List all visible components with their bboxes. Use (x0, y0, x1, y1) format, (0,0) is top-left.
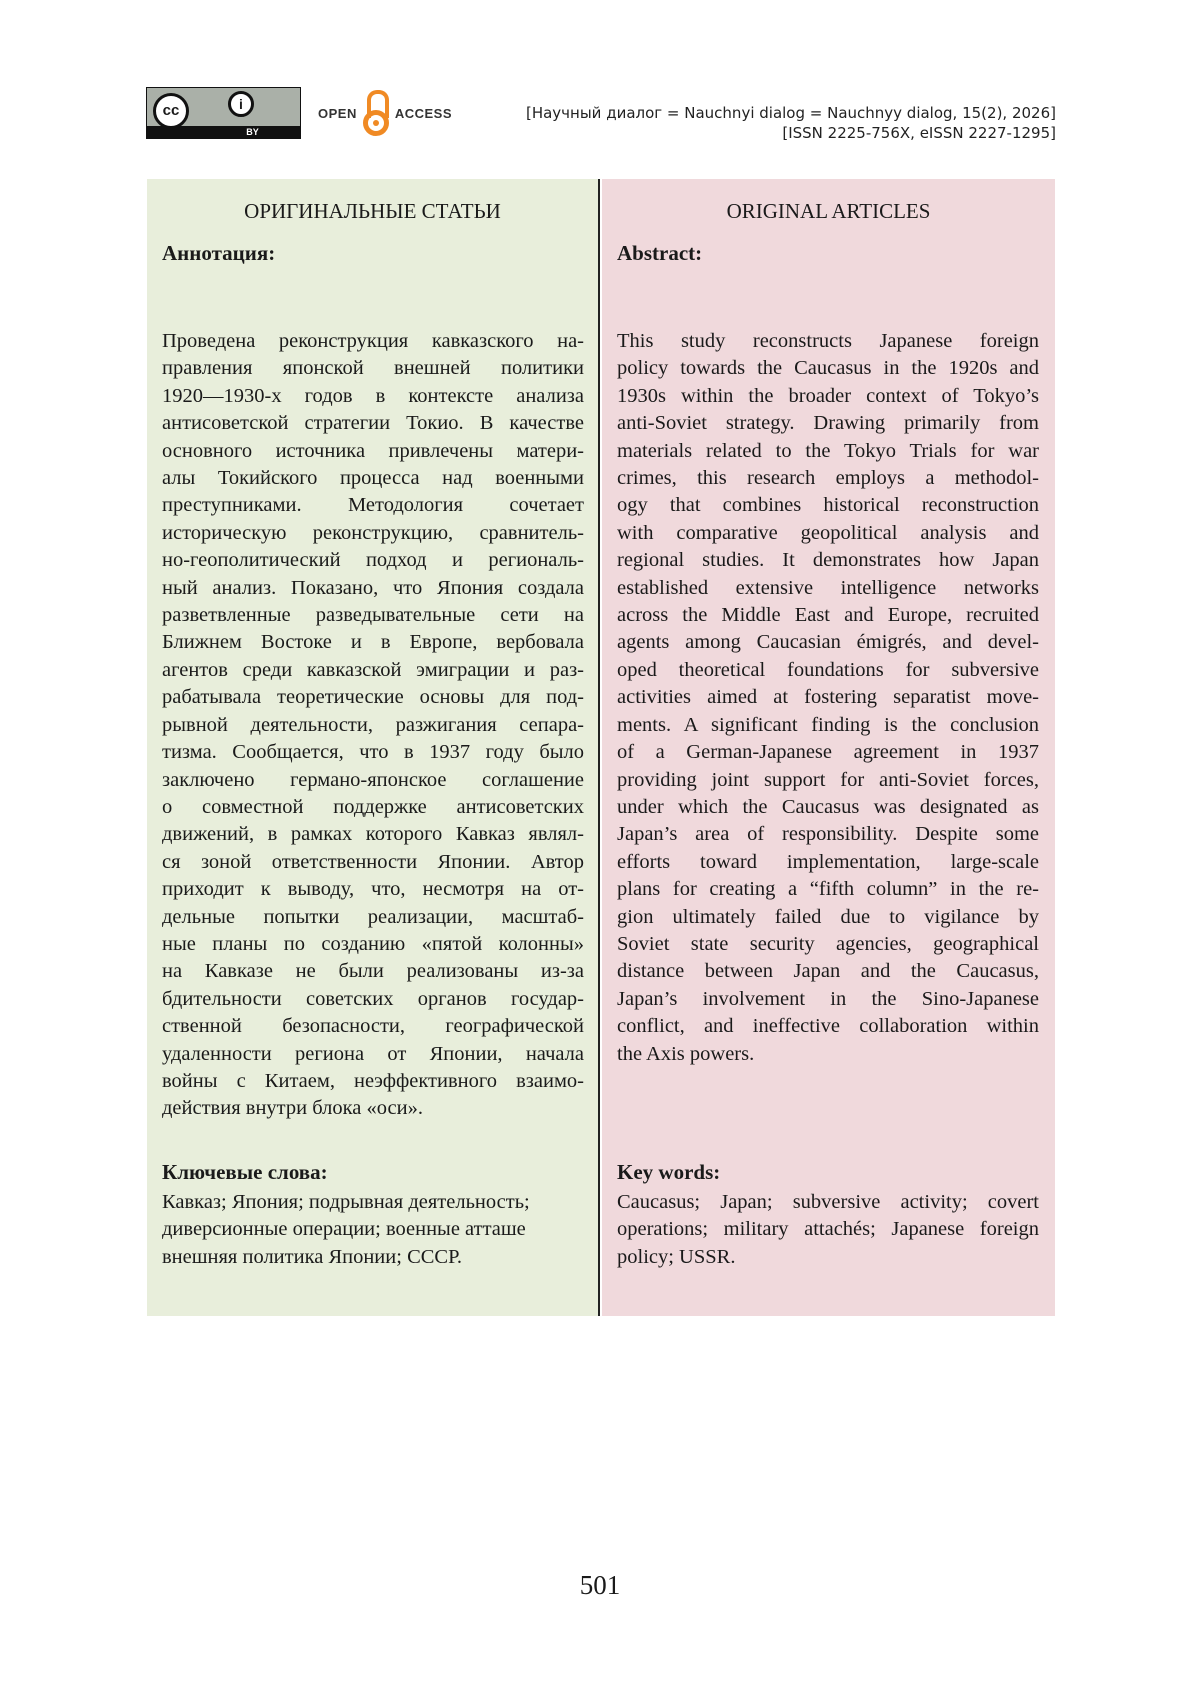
text-line: Ближнем Востоке и в Европе, вербовала (162, 631, 584, 654)
text-line: дельные попытки реализации, масштаб- (162, 905, 584, 928)
text-line: gion ultimately failed due to vigilance by (617, 905, 1039, 928)
text-line: ся зоной ответственности Японии. Автор (162, 850, 584, 873)
text-line: заключено германо-японское соглашение (162, 768, 584, 791)
text-line: conflict, and ineffective collaboration within (617, 1015, 1039, 1038)
english-column (602, 179, 1055, 1316)
text-line: with comparative geopolitical analysis and (617, 521, 1039, 544)
text-line: тизма. Сообщается, что в 1937 году было (162, 741, 584, 764)
journal-title-line: [Научный диалог = Nauchnyi dialog = Nauchnyy dialog, 15(2), 2026] (525, 104, 1056, 122)
cc-icon: cc (153, 93, 189, 129)
abstract-table (147, 179, 1055, 1316)
text-line: materials related to the Tokyo Trials for war (617, 439, 1039, 462)
abstract-text-ru (162, 328, 584, 1123)
text-line: of a German-Japanese agreement in 1937 (617, 741, 1039, 764)
text-line: across the Middle East and Europe, recruited (617, 604, 1039, 627)
text-line: agents among Caucasian émigrés, and devel- (617, 631, 1039, 654)
text-line: This study reconstructs Japanese foreign (617, 330, 1039, 352)
text-line: 1930s within the broader context of Tokyo’s (617, 384, 1039, 407)
text-line: 1920—1930-х годов в контексте анализа (162, 384, 584, 407)
text-line: приходит к выводу, что, несмотря на от- (162, 878, 584, 901)
keywords-label-ru: Ключевые слова: (162, 1160, 328, 1184)
text-line: преступниками. Методология сочетает (162, 494, 584, 517)
text-line: внешняя политика Японии; СССР. (162, 1245, 463, 1268)
text-line: plans for creating a “fifth column” in the re- (617, 878, 1039, 901)
open-access-lock-icon (363, 90, 389, 136)
text-line: crimes, this research employs a methodol- (617, 467, 1039, 490)
text-line: правления японской внешней политики (162, 357, 584, 380)
access-label: ACCESS (394, 105, 453, 121)
text-line: Caucasus; Japan; subversive activity; covert (617, 1191, 1039, 1213)
text-line: агентов среди кавказской эмиграции и раз- (162, 658, 584, 681)
journal-citation (526, 103, 1056, 143)
text-line: policy towards the Caucasus in the 1920s and (617, 357, 1039, 380)
text-line: oped theoretical foundations for subversive (617, 658, 1039, 681)
text-line: the Axis powers. (617, 1042, 755, 1065)
text-line: рывной деятельности, разжигания сепара- (162, 713, 584, 736)
text-line: distance between Japan and the Caucasus, (617, 960, 1039, 983)
text-line: движений, в рамках которого Кавказ являл- (162, 823, 584, 846)
keywords-text-ru (162, 1189, 584, 1271)
text-line: established extensive intelligence networks (617, 576, 1039, 599)
text-line: разветвленные разведывательные сети на (162, 604, 584, 627)
abstract-label-ru: Аннотация: (162, 241, 276, 265)
text-line: ogy that combines historical reconstruction (617, 494, 1039, 517)
text-line: operations; military attachés; Japanese foreign (617, 1218, 1039, 1241)
text-line: Проведена реконструкция кавказского на- (162, 330, 584, 352)
abstract-text-en (617, 328, 1039, 1068)
text-line: диверсионные операции; военные атташе (162, 1218, 526, 1241)
cc-by-license-badge (146, 87, 301, 139)
text-line: under which the Caucasus was designated as (617, 795, 1039, 818)
text-line: providing joint support for anti-Soviet forces, (617, 768, 1039, 791)
section-title-en: ORIGINAL ARTICLES (726, 199, 931, 223)
text-line: activities aimed at fostering separatist move- (617, 686, 1039, 709)
keywords-label-en: Key words: (617, 1160, 721, 1184)
russian-column (147, 179, 600, 1316)
abstract-label-en: Abstract: (617, 241, 703, 265)
keywords-text-en (617, 1189, 1039, 1271)
open-access-logo (318, 86, 452, 140)
text-line: ные планы по созданию «пятой колонны» (162, 932, 584, 955)
text-line: Japan’s involvement in the Sino-Japanese (617, 987, 1039, 1010)
text-line: рабатывала теоретические основы для под- (162, 686, 584, 709)
text-line: историческую реконструкцию, сравнитель- (162, 521, 584, 544)
text-line: ments. A significant finding is the conclusion (617, 713, 1039, 736)
text-line: войны с Китаем, неэффективного взаимо- (162, 1069, 584, 1092)
issn-line: [ISSN 2225-756X, eISSN 2227-1295] (782, 124, 1056, 142)
open-label: OPEN (318, 105, 357, 121)
text-line: anti-Soviet strategy. Drawing primarily from (617, 412, 1039, 435)
text-line: Japan’s area of responsibility. Despite some (617, 823, 1039, 846)
page-number: 501 (579, 1570, 621, 1600)
text-line: на Кавказе не были реализованы из-за (162, 960, 584, 983)
text-line: антисоветской стратегии Токио. В качестве (162, 412, 584, 435)
cc-by-label: BY (246, 127, 259, 137)
text-line: ственной безопасности, географической (162, 1015, 584, 1038)
text-line: бдительности советских органов государ- (162, 987, 584, 1010)
text-line: policy; USSR. (617, 1245, 736, 1268)
text-line: ный анализ. Показано, что Япония создала (162, 576, 584, 599)
text-line: алы Токийского процесса над военными (162, 467, 584, 490)
section-title-ru: ОРИГИНАЛЬНЫЕ СТАТЬИ (244, 199, 501, 223)
text-line: удаленности региона от Японии, начала (162, 1042, 584, 1065)
text-line: Soviet state security agencies, geographical (617, 932, 1039, 955)
text-line: efforts toward implementation, large-scale (617, 850, 1039, 873)
text-line: regional studies. It demonstrates how Japan (617, 549, 1039, 572)
attribution-icon: i (228, 91, 254, 117)
text-line: действия внутри блока «оси». (162, 1097, 423, 1120)
text-line: но-геополитический подход и региональ- (162, 549, 584, 572)
text-line: основного источника привлечены матери- (162, 439, 584, 462)
text-line: о совместной поддержке антисоветских (162, 795, 584, 818)
text-line: Кавказ; Япония; подрывная деятельность; (162, 1191, 530, 1213)
